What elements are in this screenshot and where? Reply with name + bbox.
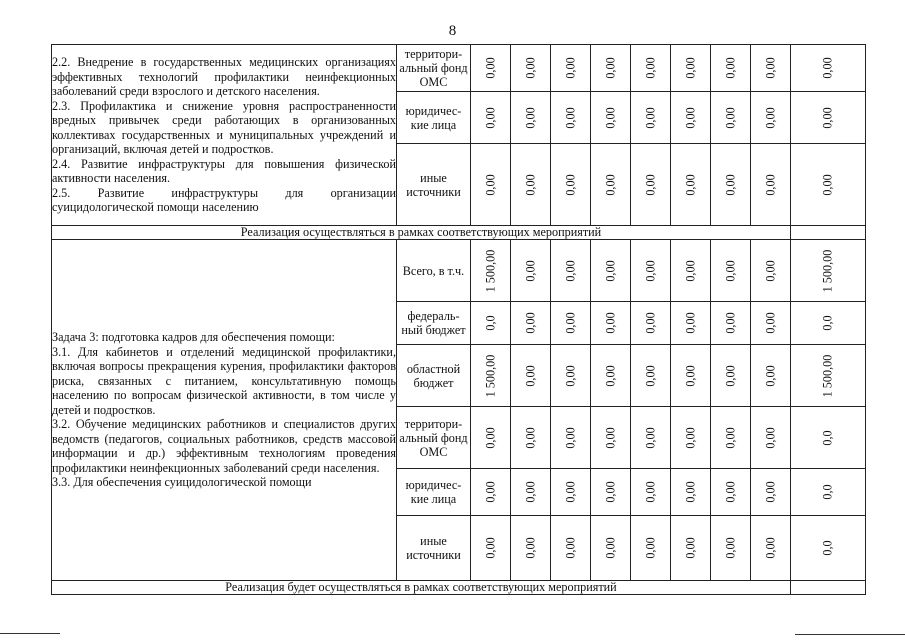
funding-source: Всего, в т.ч. [397, 240, 471, 302]
amount-cell [631, 240, 671, 302]
amount-value: 0,00 [723, 106, 737, 129]
measure-paragraph: 3.3. Для обеспечения суицидологической помощи [52, 475, 312, 490]
amount-cell [751, 345, 791, 407]
amount-value: 0,00 [523, 537, 537, 559]
amount-cell [791, 240, 866, 302]
amount-cell [511, 45, 551, 92]
amount-cell [671, 469, 711, 516]
amount-value: 0,00 [643, 481, 657, 503]
amount-cell [711, 407, 751, 469]
amount-value: 0,00 [723, 481, 737, 503]
amount-value: 0,00 [763, 57, 777, 79]
amount-value: 0,00 [563, 106, 577, 129]
amount-cell [751, 144, 791, 226]
amount-value: 0,00 [603, 364, 617, 387]
page-number: 8 [448, 23, 457, 39]
amount-value: 0,00 [763, 537, 777, 559]
amount-cell [471, 345, 511, 407]
amount-value: 0,0 [820, 429, 835, 446]
amount-value: 0,00 [723, 173, 737, 196]
amount-cell [751, 240, 791, 302]
amount-cell [751, 516, 791, 581]
funding-source: территори-альный фонд ОМС [397, 45, 471, 92]
amount-cell [591, 516, 631, 581]
amount-value: 0,00 [643, 259, 657, 282]
amount-value: 0,00 [643, 173, 657, 196]
amount-value: 0,00 [723, 364, 737, 387]
amount-value: 0,00 [683, 537, 697, 559]
amount-cell [591, 469, 631, 516]
note-row [52, 226, 866, 240]
amount-cell [551, 407, 591, 469]
amount-value: 0,00 [603, 259, 617, 282]
amount-value: 0,00 [603, 312, 617, 334]
amount-cell [471, 516, 511, 581]
amount-cell [511, 92, 551, 144]
amount-cell [671, 92, 711, 144]
amount-value: 0,00 [820, 173, 835, 196]
amount-value: 0,0 [820, 540, 835, 556]
amount-value: 0,00 [763, 259, 777, 282]
amount-value: 0,00 [603, 106, 617, 129]
amount-value: 0,00 [723, 426, 737, 449]
amount-value: 0,00 [523, 426, 537, 449]
amount-value: 0,00 [683, 173, 697, 196]
amount-value: 0,00 [643, 364, 657, 387]
amount-value: 0,00 [483, 57, 497, 79]
amount-cell [511, 469, 551, 516]
amount-value: 0,00 [763, 364, 777, 387]
amount-value: 0,00 [603, 173, 617, 196]
amount-value: 0,00 [603, 426, 617, 449]
amount-cell [591, 45, 631, 92]
amount-cell [511, 345, 551, 407]
funding-source: областной бюджет [397, 345, 471, 407]
amount-cell [791, 302, 866, 345]
measure-paragraph: 2.5. Развитие инфраструктуры для организации суицидологической помощи населению [52, 185, 396, 215]
amount-cell [551, 516, 591, 581]
empty-cell [791, 581, 866, 595]
amount-cell [711, 92, 751, 144]
amount-value: 0,00 [683, 481, 697, 503]
amount-cell [511, 302, 551, 345]
amount-cell [591, 240, 631, 302]
amount-value: 0,00 [603, 57, 617, 79]
amount-cell [551, 345, 591, 407]
amount-cell [711, 516, 751, 581]
amount-cell [671, 45, 711, 92]
amount-cell [471, 302, 511, 345]
amount-cell [631, 144, 671, 226]
measure-paragraph: 2.3. Профилактика и снижение уровня распространенности вредных привычек среди работающих в организованных коллективах государственных и муниципальных учреждений и организаций, включая детей и подростков. [52, 98, 396, 157]
amount-value: 1 500,00 [820, 354, 835, 397]
amount-value: 0,00 [683, 312, 697, 334]
amount-cell [751, 407, 791, 469]
funding-source: иные источники [397, 144, 471, 226]
amount-value: 0,00 [483, 537, 497, 559]
amount-value: 0,00 [483, 173, 497, 196]
amount-value: 0,00 [523, 259, 537, 282]
amount-value: 0,00 [723, 57, 737, 79]
amount-value: 0,00 [723, 259, 737, 282]
amount-value: 0,00 [683, 106, 697, 129]
amount-cell [471, 144, 511, 226]
amount-value: 0,0 [820, 315, 835, 331]
funding-source: юридичес-кие лица [397, 469, 471, 516]
amount-cell [671, 240, 711, 302]
amount-cell [471, 240, 511, 302]
amount-value: 0,00 [563, 426, 577, 449]
amount-cell [671, 345, 711, 407]
implementation-note: Реализация будет осуществляться в рамках соответствующих мероприятий [52, 581, 791, 595]
amount-value: 0,0 [483, 315, 497, 331]
measure-paragraph: 2.2. Внедрение в государственных медицинских организациях эффективных технологий профилактики неинфекционных заболеваний среди взрослого и детского населения. [52, 55, 396, 99]
amount-value: 0,00 [723, 312, 737, 334]
amount-cell [751, 45, 791, 92]
amount-cell [551, 302, 591, 345]
measure-description [52, 240, 397, 581]
amount-cell [711, 240, 751, 302]
amount-value: 0,00 [683, 364, 697, 387]
amount-cell [551, 469, 591, 516]
amount-cell [591, 345, 631, 407]
amount-value: 0,0 [820, 484, 835, 500]
amount-value: 0,00 [763, 106, 777, 129]
amount-value: 0,00 [523, 364, 537, 387]
amount-value: 0,00 [643, 57, 657, 79]
amount-cell [631, 92, 671, 144]
amount-cell [791, 92, 866, 144]
implementation-note: Реализация осуществляться в рамках соответствующих мероприятий [52, 226, 791, 240]
amount-value: 0,00 [820, 57, 835, 79]
amount-value: 0,00 [643, 106, 657, 129]
amount-cell [591, 144, 631, 226]
amount-value: 0,00 [683, 426, 697, 449]
footer-rule-left [0, 633, 60, 634]
amount-cell [551, 45, 591, 92]
amount-value: 0,00 [603, 537, 617, 559]
amount-cell [471, 92, 511, 144]
amount-cell [791, 516, 866, 581]
funding-source: юридичес-кие лица [397, 92, 471, 144]
table-row [52, 45, 866, 92]
amount-value: 0,00 [563, 312, 577, 334]
amount-cell [791, 407, 866, 469]
measure-paragraph: Задача 3: подготовка кадров для обеспечения помощи: [52, 330, 335, 345]
note-row [52, 581, 866, 595]
amount-value: 0,00 [563, 57, 577, 79]
amount-value: 0,00 [563, 364, 577, 387]
amount-cell [711, 144, 751, 226]
amount-value: 0,00 [763, 481, 777, 503]
amount-cell [631, 469, 671, 516]
amount-cell [591, 92, 631, 144]
amount-cell [551, 92, 591, 144]
amount-value: 0,00 [643, 537, 657, 559]
amount-cell [671, 302, 711, 345]
funding-source: территори-альный фонд ОМС [397, 407, 471, 469]
amount-value: 0,00 [643, 426, 657, 449]
amount-value: 0,00 [603, 481, 617, 503]
amount-value: 0,00 [763, 312, 777, 334]
amount-value: 0,00 [763, 426, 777, 449]
amount-value: 0,00 [763, 173, 777, 196]
amount-value: 0,00 [683, 259, 697, 282]
amount-cell [711, 302, 751, 345]
amount-cell [791, 144, 866, 226]
funding-source: федераль-ный бюджет [397, 302, 471, 345]
amount-cell [551, 144, 591, 226]
funding-source: иные источники [397, 516, 471, 581]
amount-cell [471, 469, 511, 516]
amount-cell [511, 240, 551, 302]
amount-cell [591, 302, 631, 345]
table-row [52, 240, 866, 302]
amount-cell [671, 516, 711, 581]
amount-cell [711, 345, 751, 407]
amount-value: 0,00 [563, 537, 577, 559]
amount-cell [471, 407, 511, 469]
amount-value: 1 500,00 [483, 249, 497, 292]
amount-cell [791, 45, 866, 92]
amount-cell [791, 345, 866, 407]
amount-value: 0,00 [563, 481, 577, 503]
amount-value: 0,00 [563, 259, 577, 282]
amount-cell [631, 345, 671, 407]
amount-value: 0,00 [820, 106, 835, 129]
amount-cell [711, 45, 751, 92]
amount-cell [751, 92, 791, 144]
amount-value: 0,00 [523, 106, 537, 129]
measure-paragraph: 3.1. Для кабинетов и отделений медицинской профилактики, включая вопросы прекращения курения, профилактики факторов риска, связанных с питанием, консультативную помощь населению по вопросам физической активности, в том числе у детей и подростков. [52, 344, 396, 417]
amount-value: 0,00 [723, 537, 737, 559]
measure-paragraph: 2.4. Развитие инфраструктуры для повышения физической активности населения. [52, 156, 396, 186]
amount-cell [511, 144, 551, 226]
amount-cell [791, 469, 866, 516]
amount-cell [671, 407, 711, 469]
amount-cell [471, 45, 511, 92]
amount-value: 1 500,00 [483, 354, 497, 397]
amount-cell [511, 407, 551, 469]
empty-cell [791, 226, 866, 240]
amount-cell [671, 144, 711, 226]
amount-cell [631, 407, 671, 469]
amount-value: 0,00 [523, 312, 537, 334]
amount-value: 0,00 [483, 426, 497, 449]
amount-cell [511, 516, 551, 581]
amount-cell [751, 302, 791, 345]
amount-cell [631, 516, 671, 581]
amount-value: 0,00 [523, 173, 537, 196]
amount-value: 0,00 [523, 481, 537, 503]
footer-rule-right [795, 634, 905, 635]
funding-table [51, 44, 866, 595]
amount-value: 0,00 [483, 106, 497, 129]
amount-cell [591, 407, 631, 469]
amount-cell [551, 240, 591, 302]
amount-cell [631, 45, 671, 92]
amount-value: 0,00 [523, 57, 537, 79]
amount-value: 0,00 [643, 312, 657, 334]
amount-cell [751, 469, 791, 516]
amount-cell [631, 302, 671, 345]
amount-value: 0,00 [483, 481, 497, 503]
amount-value: 0,00 [563, 173, 577, 196]
amount-value: 0,00 [683, 57, 697, 79]
measure-paragraph: 3.2. Обучение медицинских работников и специалистов других ведомств (педагогов, социальных работников, средств массовой информации и др.) эффективным технологиям проведения профилактики неинфекционных заболеваний среди населения. [52, 417, 396, 475]
amount-value: 1 500,00 [820, 249, 835, 292]
measure-description [52, 45, 397, 226]
amount-cell [711, 469, 751, 516]
